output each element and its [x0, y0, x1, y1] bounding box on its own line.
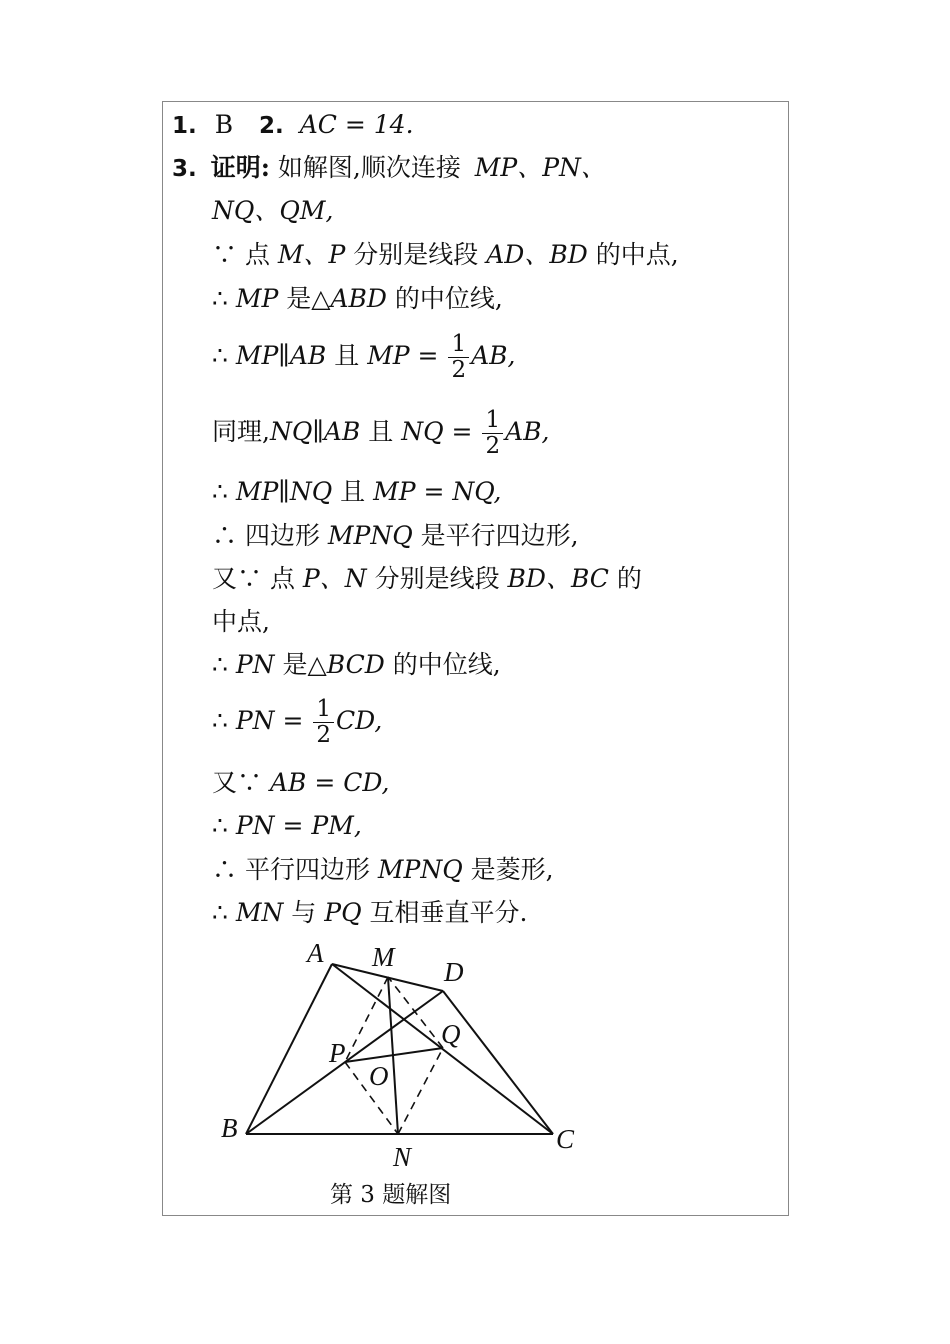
proof-text: ∴ — [212, 706, 228, 735]
proof-math: MPNQ — [377, 855, 463, 884]
dashed-NQ — [398, 1048, 443, 1134]
proof-text: ∴ — [212, 811, 228, 840]
q3-intro-text: 如解图,顺次连接 — [277, 153, 461, 182]
proof-math: MP — [235, 284, 279, 313]
proof-math: MP∥AB — [235, 341, 327, 370]
label-P: P — [329, 1038, 346, 1068]
proof-text: 是△ — [282, 650, 327, 679]
proof-text: ∴ — [212, 477, 228, 506]
proof-math: PN = PM, — [235, 811, 362, 840]
q3-segments-1: MP、PN、 — [474, 153, 606, 182]
proof-math: PN — [235, 650, 275, 679]
proof-text: 且 — [334, 341, 360, 370]
proof-text: 互相垂直平分. — [369, 898, 528, 927]
proof-text: 的中位线, — [392, 650, 501, 679]
proof-text: ∴ 平行四边形 — [212, 855, 370, 884]
proof-text: ∵ 点 — [212, 240, 270, 269]
figure-caption: 第 3 题解图 — [330, 1182, 452, 1208]
label-O: O — [369, 1061, 389, 1091]
q1-answer: B — [214, 110, 234, 139]
proof-text: 分别是线段 — [353, 240, 479, 269]
q3-proof-heading: 证明: — [210, 153, 270, 182]
label-B: B — [221, 1113, 238, 1143]
fraction-numerator: 1 — [313, 697, 334, 723]
q3-number: 3. — [172, 156, 197, 182]
proof-math: BD、BC — [507, 564, 609, 593]
proof-text: ∴ — [212, 341, 228, 370]
fraction-denominator: 2 — [485, 433, 501, 459]
label-D: D — [444, 957, 464, 987]
proof-text: ∴ — [212, 650, 228, 679]
q2-number: 2. — [259, 113, 284, 139]
fraction-numerator: 1 — [448, 332, 469, 358]
proof-text: 的中点, — [595, 240, 679, 269]
proof-math: MN — [235, 898, 284, 927]
proof-math: AB, — [471, 341, 516, 370]
proof-text: 是平行四边形, — [420, 521, 579, 550]
proof-text: 的中位线, — [394, 284, 503, 313]
proof-math: M、P — [277, 240, 346, 269]
q3-segments-2: NQ、QM, — [212, 196, 334, 225]
proof-text: 分别是线段 — [374, 564, 500, 593]
proof-text: 同理, — [212, 417, 270, 446]
proof-text: 且 — [368, 417, 394, 446]
proof-math: MP∥NQ — [235, 477, 333, 506]
proof-math: AB, — [505, 417, 550, 446]
proof-text: 又∵ — [212, 768, 263, 797]
proof-text: 的 — [616, 564, 642, 593]
proof-math: NQ∥AB — [269, 417, 361, 446]
fraction-numerator: 1 — [482, 408, 503, 434]
proof-math: AB = CD, — [269, 768, 390, 797]
proof-text: 是△ — [286, 284, 331, 313]
proof-math: ABD — [330, 284, 387, 313]
label-M: M — [372, 942, 395, 972]
proof-text: 且 — [340, 477, 366, 506]
proof-math: PN = — [235, 706, 304, 735]
fraction-denominator: 2 — [316, 722, 332, 748]
label-A: A — [307, 938, 324, 968]
proof-math: PQ — [324, 898, 362, 927]
proof-text: 又∵ 点 — [212, 564, 295, 593]
proof-math: AD、BD — [486, 240, 588, 269]
segment-AB — [246, 964, 332, 1134]
proof-math: NQ = — [401, 417, 473, 446]
label-C: C — [556, 1124, 575, 1154]
proof-math: MPNQ — [327, 521, 413, 550]
proof-text: 中点, — [212, 607, 270, 636]
proof-math: P、N — [302, 564, 367, 593]
label-Q: Q — [441, 1019, 461, 1049]
proof-math: MP = NQ, — [373, 477, 502, 506]
q1-number: 1. — [172, 113, 197, 139]
label-N: N — [393, 1142, 412, 1172]
proof-text: ∴ — [212, 898, 228, 927]
proof-text: 是菱形, — [470, 855, 554, 884]
proof-math: BCD — [326, 650, 385, 679]
proof-math: MP = — [367, 341, 439, 370]
fraction-denominator: 2 — [451, 357, 467, 383]
proof-text: 与 — [291, 898, 317, 927]
q2-answer: AC = 14. — [299, 110, 414, 139]
proof-text: ∴ — [212, 284, 228, 313]
proof-text: ∴ 四边形 — [212, 521, 320, 550]
proof-math: CD, — [336, 706, 383, 735]
